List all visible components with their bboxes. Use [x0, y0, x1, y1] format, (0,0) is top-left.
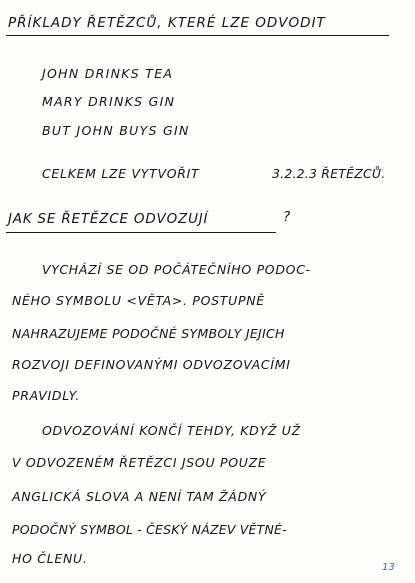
paragraph-1-line-3: NAHRAZUJEME PODOČNÉ SYMBOLY JEJICH — [12, 326, 285, 341]
paragraph-1-line-1: VYCHÁZÍ SE OD POČÁTEČNÍHO PODOC- — [42, 262, 311, 277]
paragraph-2-line-4: PODOČNÝ SYMBOL - ČESKÝ NÁZEV VĚTNÉ- — [12, 522, 287, 537]
paragraph-2-line-1: ODVOZOVÁNÍ KONČÍ TEHDY, KDYŽ UŽ — [42, 423, 301, 438]
paragraph-2-line-5: HO ČLENU. — [12, 551, 88, 566]
page-number: 13 — [382, 562, 395, 573]
paragraph-2-line-3: ANGLICKÁ SLOVA A NENÍ TAM ŽÁDNÝ — [12, 489, 267, 504]
heading-derivation: JAK SE ŘETĚZCE ODVOZUJÍ — [8, 211, 209, 227]
example-sentence-2: MARY DRINKS GIN — [42, 94, 176, 109]
paragraph-1-line-5: PRAVIDLY. — [12, 388, 81, 403]
example-sentence-1: JOHN DRINKS TEA — [42, 66, 174, 81]
paragraph-1-line-2: NÉHO SYMBOLU <VĚTA>. POSTUPNĚ — [12, 293, 265, 308]
total-count-text: CELKEM LZE VYTVOŘIT — [42, 166, 200, 181]
heading-examples: PŘÍKLADY ŘETĚZCŮ, KTERÉ LZE ODVODIT — [8, 15, 326, 31]
heading-examples-underline — [6, 35, 389, 36]
total-count-formula: 3.2.2.3 ŘETĚZCŮ. — [272, 166, 386, 181]
heading-derivation-underline — [6, 232, 276, 233]
paragraph-2-line-2: V ODVOZENÉM ŘETĚZCI JSOU POUZE — [12, 455, 267, 470]
example-sentence-3: BUT JOHN BUYS GIN — [42, 123, 190, 138]
heading-derivation-question-mark: ? — [283, 209, 292, 225]
paragraph-1-line-4: ROZVOJI DEFINOVANÝMI ODVOZOVACÍMI — [12, 357, 291, 372]
